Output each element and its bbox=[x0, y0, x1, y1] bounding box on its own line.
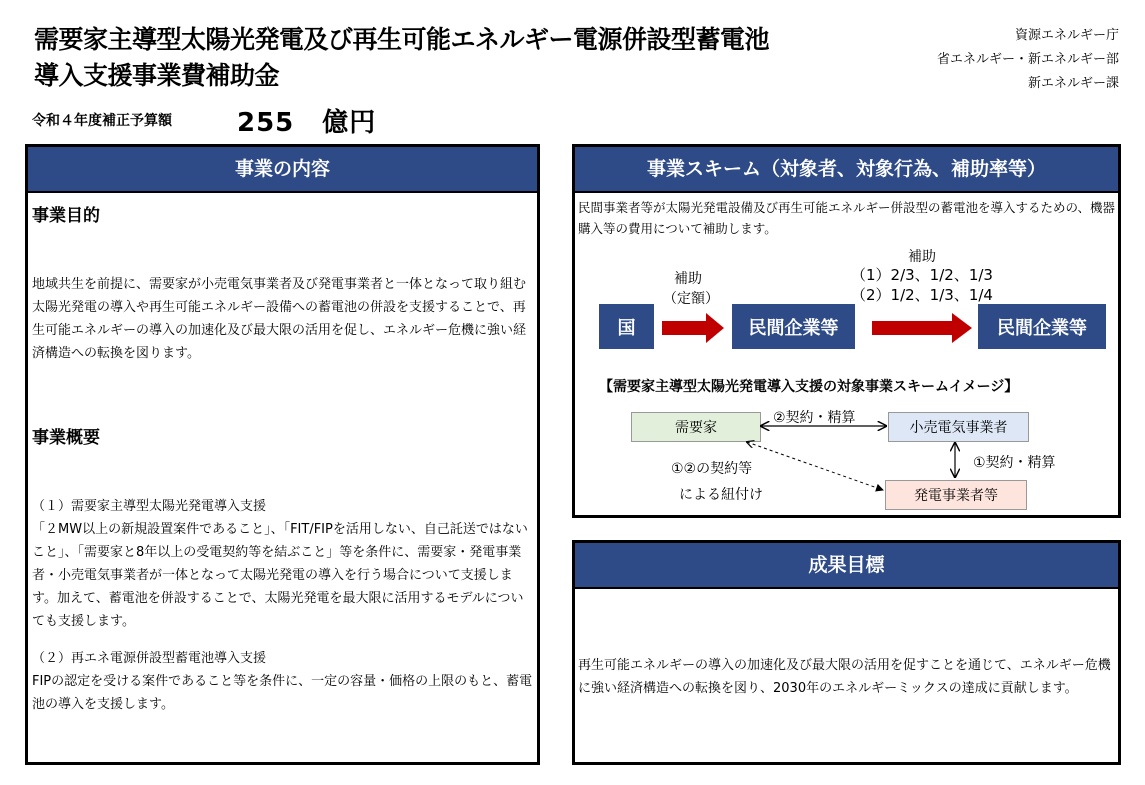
budget-unit: 億円 bbox=[322, 108, 377, 138]
consumer-box: 需要家 bbox=[631, 412, 761, 442]
purpose-text: 地域共生を前提に、需要家が小売電気事業者及び発電事業者と一体となって取り組む太陽光発電の導入や再生可能エネルギー設備への蓄電池の併設を支援することで、再生可能エネルギーの導入の加速化及び最大限の活用を促し、エネルギー危機に強い経済構造への転換を図ります。 bbox=[32, 277, 527, 361]
private-box-1: 民間企業等 bbox=[732, 304, 855, 349]
budget-amount: 255 bbox=[237, 108, 295, 138]
org-line-1: 資源エネルギー庁 bbox=[1014, 28, 1119, 43]
scheme-image-title: 【需要家主導型太陽光発電導入支援の対象事業スキームイメージ】 bbox=[599, 379, 1019, 395]
content-heading: 事業の内容 bbox=[28, 147, 537, 193]
rate-2: （2）1/2、1/3、1/4 bbox=[851, 286, 993, 304]
organization bbox=[937, 24, 1119, 96]
tie-label-2: による紐付け bbox=[679, 487, 763, 503]
scheme-description: 民間事業者等が太陽光発電設備及び再生可能エネルギー併設型の蓄電池を導入するための、機器購入等の費用について補助します。 bbox=[578, 200, 1116, 236]
org-line-2: 省エネルギー・新エネルギー部 bbox=[936, 52, 1119, 67]
item1 bbox=[32, 495, 535, 633]
content-panel bbox=[25, 144, 540, 765]
budget-label: 令和４年度補正予算額 bbox=[32, 113, 172, 129]
subsidy-label: 補助 bbox=[674, 271, 702, 287]
contract-1-label: ①契約・精算 bbox=[973, 455, 1056, 471]
item1-text: 「２MW以上の新規設置案件であること」、「FIT/FIPを活用しない、自己託送ではないこと」、「需要家と8年以上の受電契約等を結ぶこと」等を条件に、需要家・発電事業者・小売電気事業者が一体となって太陽光発電の導入を行う場合について支援します。加えて、蓄電池を併設することで、太陽光発電を最大限に活用するモデルについても支援します。 bbox=[32, 522, 528, 629]
page-title bbox=[34, 22, 769, 94]
private-box-2: 民間企業等 bbox=[978, 304, 1106, 349]
result-text: 再生可能エネルギーの導入の加速化及び最大限の活用を促すことを通じて、エネルギー危機に強い経済構造への転換を図り、2030年のエネルギーミックスの達成に貢献します。 bbox=[578, 658, 1111, 696]
item1-title: （１）需要家主導型太陽光発電導入支援 bbox=[32, 499, 267, 514]
budget-value bbox=[237, 102, 376, 139]
generator-box: 発電事業者等 bbox=[885, 480, 1027, 510]
org-line-3: 新エネルギー課 bbox=[1027, 76, 1119, 91]
overview-title: 事業概要 bbox=[32, 428, 100, 448]
item2 bbox=[32, 647, 535, 716]
contract-2-label: ②契約・精算 bbox=[773, 410, 856, 426]
subsidy-fixed: （定額） bbox=[663, 291, 719, 307]
country-box: 国 bbox=[599, 304, 654, 349]
tie-label-1: ①②の契約等 bbox=[671, 461, 753, 477]
result-panel bbox=[572, 540, 1121, 765]
scheme-panel bbox=[572, 144, 1121, 518]
item2-title: （２）再エネ電源併設型蓄電池導入支援 bbox=[32, 651, 267, 666]
subsidy-label-2: 補助 bbox=[908, 249, 936, 265]
title-line-1: 需要家主導型太陽光発電及び再生可能エネルギー電源併設型蓄電池 bbox=[34, 25, 770, 54]
item2-text: FIPの認定を受ける案件であること等を条件に、一定の容量・価格の上限のもと、蓄電池の導入を支援します。 bbox=[32, 674, 533, 712]
purpose-title: 事業目的 bbox=[32, 206, 100, 226]
rate-1: （1）2/3、1/2、1/3 bbox=[851, 266, 993, 284]
retailer-box: 小売電気事業者 bbox=[888, 412, 1029, 442]
title-line-2: 導入支援事業費補助金 bbox=[34, 61, 280, 90]
scheme-heading: 事業スキーム（対象者、対象行為、補助率等） bbox=[575, 147, 1118, 193]
result-heading: 成果目標 bbox=[575, 543, 1118, 589]
